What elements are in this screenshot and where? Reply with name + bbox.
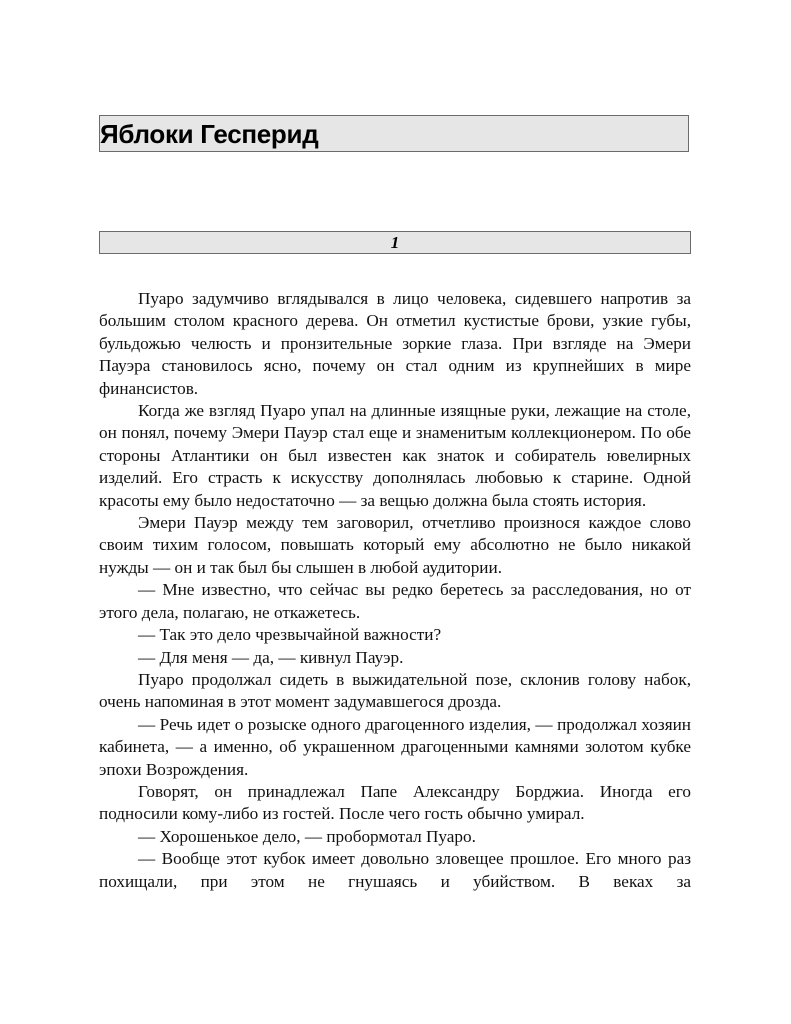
body-text bbox=[99, 288, 691, 893]
section-number: 1 bbox=[99, 231, 691, 254]
paragraph: Пуаро продолжал сидеть в выжидательной позе, склонив голову набок, очень напоминая в этот момент задумавшегося дрозда. bbox=[99, 669, 691, 712]
paragraph: — Так это дело чрезвычайной важности? bbox=[138, 625, 442, 645]
paragraph: Говорят, он принадлежал Папе Александру Борджиа. Иногда его подносили кому-либо из гостей. После чего гость обычно умирал. bbox=[99, 781, 691, 824]
paragraph: — Мне известно, что сейчас вы редко беретесь за расследования, но от этого дела, полагаю, не откажетесь. bbox=[99, 580, 691, 622]
paragraph: — Вообще этот кубок имеет довольно зловещее прошлое. Его много раз похищали, при этом не гнушаясь и убийством. В веках за bbox=[99, 849, 691, 891]
paragraph: — Для меня — да, — кивнул Пауэр. bbox=[138, 647, 404, 667]
paragraph: Когда же взгляд Пуаро упал на длинные изящные руки, лежащие на столе, он понял, почему Эмери Пауэр стал еще и знаменитым коллекционером. По обе стороны Атлантики он был известен как знаток и собиратель ювелирных изделий. Его страсть к искусству дополнялась любовью к старине. Одной красоты ему было недостаточно — за вещью должна была стоять история. bbox=[99, 401, 691, 510]
paragraph: — Речь идет о розыске одного драгоценного изделия, — продолжал хозяин кабинета, — а именно, об украшенном драгоценными камнями золотом кубке эпохи Возрождения. bbox=[99, 714, 691, 779]
paragraph: — Хорошенькое дело, — пробормотал Пуаро. bbox=[138, 826, 476, 846]
paragraph: Эмери Пауэр между тем заговорил, отчетливо произнося каждое слово своим тихим голосом, повышать который ему абсолютно не было никакой нужды — он и так был бы слышен в любой аудитории. bbox=[99, 513, 691, 577]
paragraph: Пуаро задумчиво вглядывался в лицо человека, сидевшего напротив за большим столом красного дерева. Он отметил кустистые брови, узкие губы, бульдожью челюсть и пронзительные зоркие глаза. При взгляде на Эмери Пауэра становилось ясно, почему он стал одним из крупнейших в мире финансистов. bbox=[99, 289, 691, 398]
chapter-title: Яблоки Гесперид bbox=[99, 115, 689, 152]
